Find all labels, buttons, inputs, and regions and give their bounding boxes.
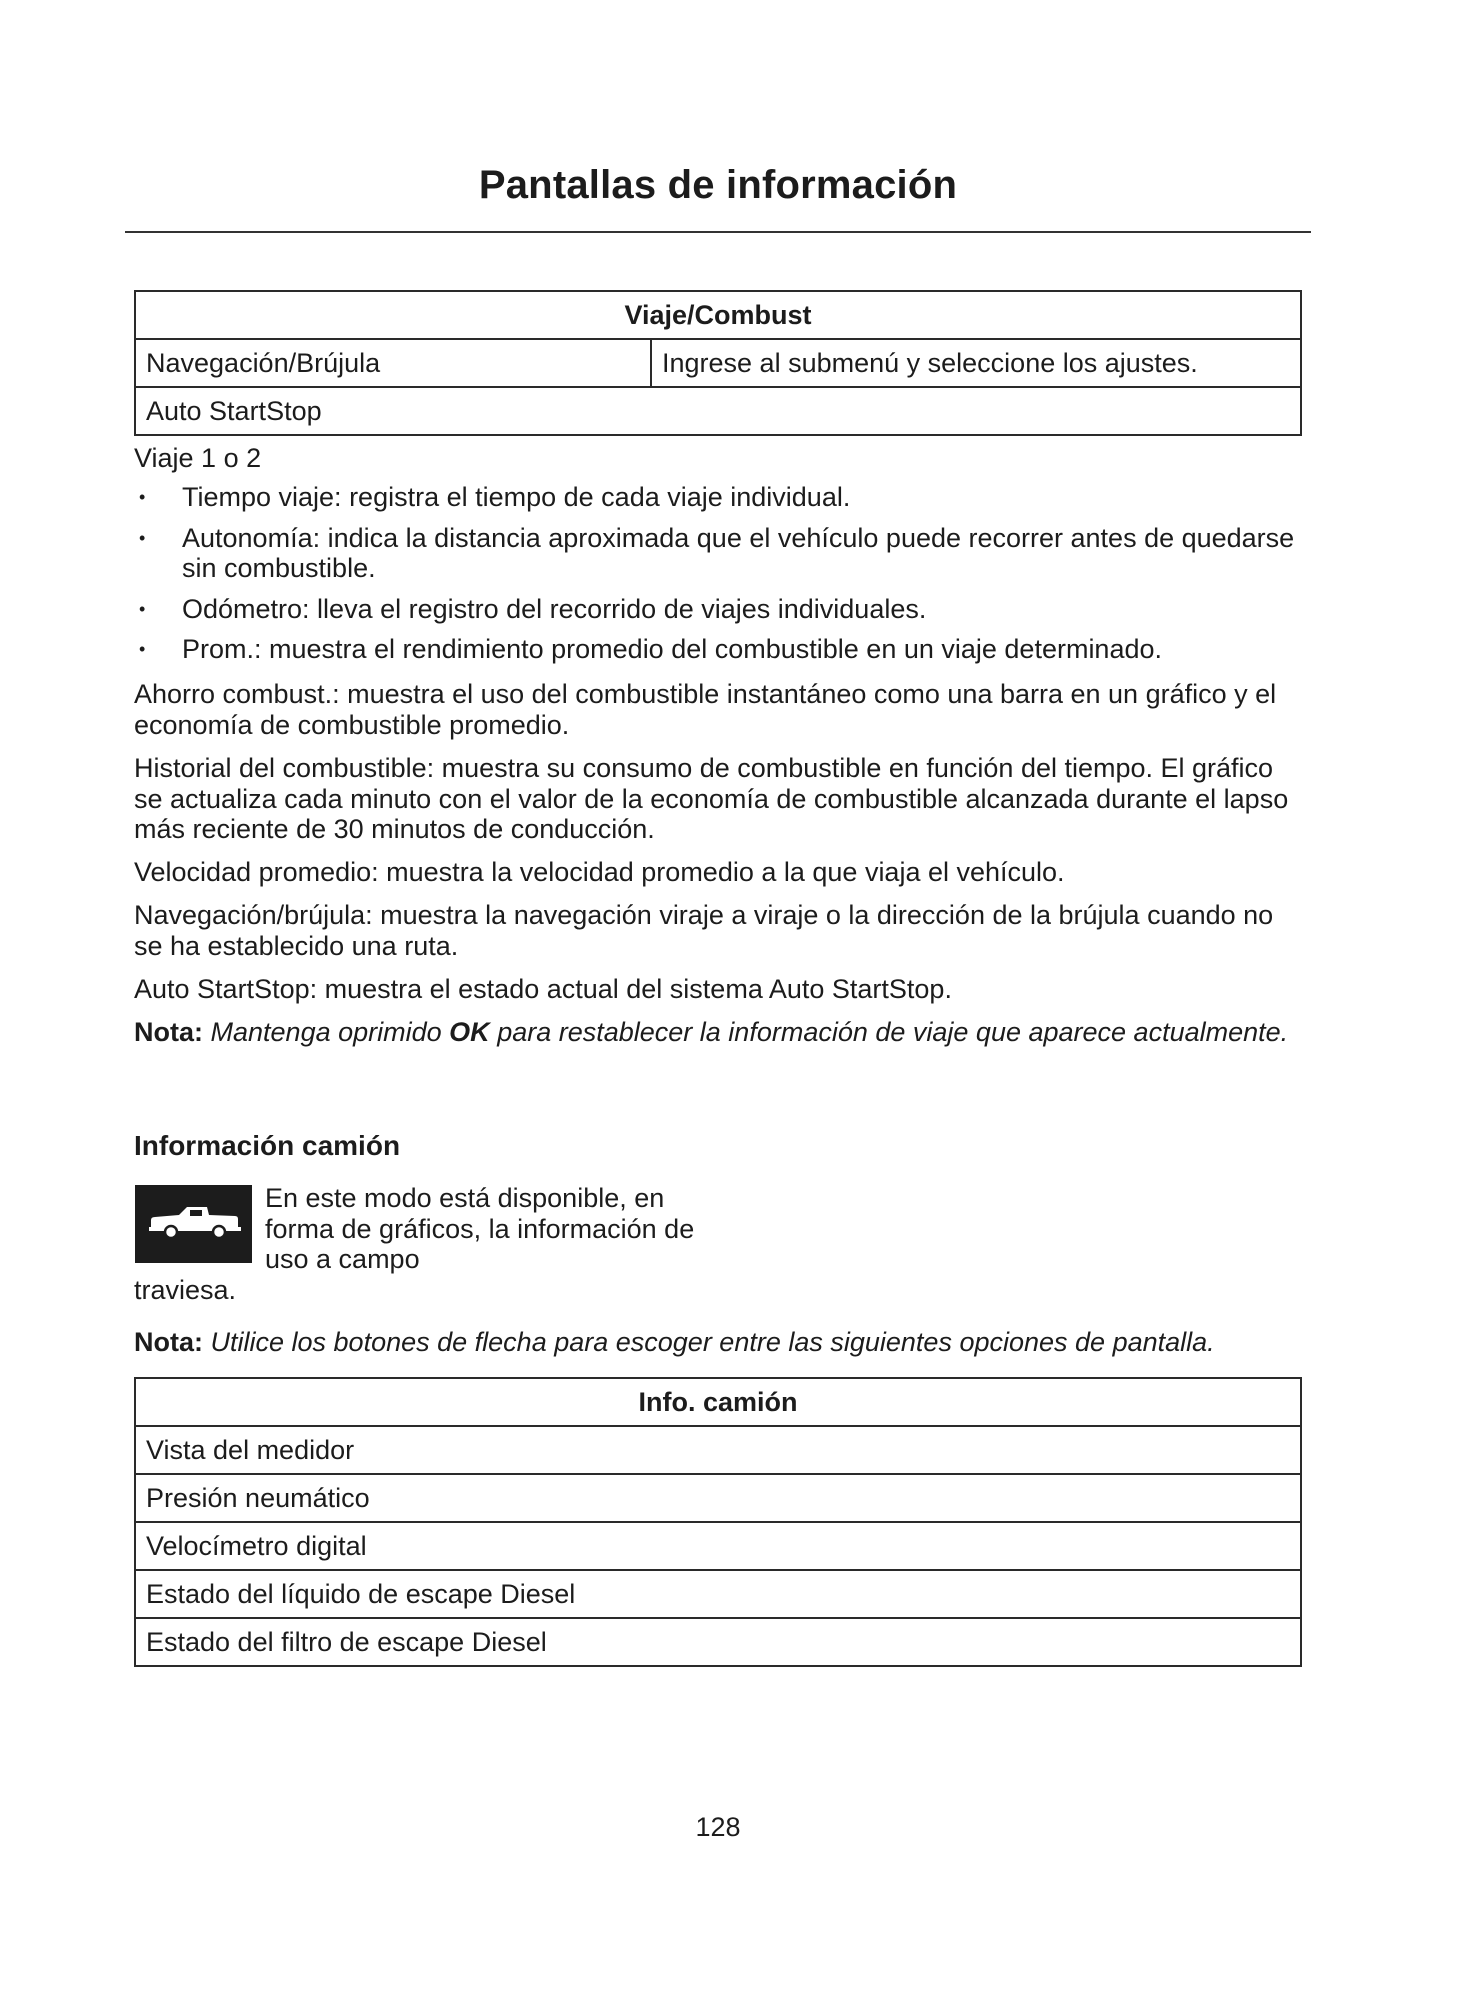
paragraph-ahorro: Ahorro combust.: muestra el uso del combustible instantáneo como una barra en un gráfico y el economía de combustible promedio. (134, 679, 1277, 740)
table-header: Viaje/Combust (135, 291, 1301, 339)
page-title: Pantallas de información (478, 163, 958, 207)
table-row (135, 339, 1301, 387)
viaje-combust-table (134, 290, 1302, 436)
viaje-intro: Viaje 1 o 2 (134, 443, 262, 473)
table-header-row (135, 291, 1301, 339)
note-text: Utilice los botones de flecha para escoger entre las siguientes opciones de pantalla. (210, 1327, 1215, 1357)
ok-key-label: OK (449, 1017, 490, 1047)
note-reset-trip (134, 1017, 1309, 1048)
viaje-bullet-list (134, 482, 1309, 675)
camion-description: En este modo está disponible, en forma de gráficos, la información de uso a campo (265, 1183, 695, 1274)
paragraph-historial: Historial del combustible: muestra su consumo de combustible en función del tiempo. El gráfico se actualiza cada minuto con el valor de la economía de combustible alcanzada durante el lapso más reciente de 30 minutos de conducción. (134, 753, 1289, 844)
table-header-row (135, 1378, 1301, 1426)
page-number: 128 (695, 1812, 741, 1842)
note-label: Nota: (134, 1327, 203, 1357)
note-arrow-buttons (134, 1327, 1309, 1358)
table-cell: Velocímetro digital (135, 1522, 1301, 1570)
table-cell: Navegación/Brújula (135, 339, 651, 387)
table-cell: Auto StartStop (135, 387, 1301, 435)
note-text: Mantenga oprimido (210, 1017, 442, 1047)
paragraph-navegacion: Navegación/brújula: muestra la navegación viraje a viraje o la dirección de la brújula cuando no se ha establecido una ruta. (134, 900, 1274, 961)
info-camion-table (134, 1377, 1302, 1667)
table-cell: Ingrese al submenú y seleccione los ajustes. (651, 339, 1301, 387)
table-row (135, 1570, 1301, 1618)
note-label: Nota: (134, 1017, 203, 1047)
paragraph-velocidad: Velocidad promedio: muestra la velocidad promedio a la que viaja el vehículo. (134, 857, 1065, 887)
list-item: • Tiempo viaje: registra el tiempo de cada viaje individual. (134, 482, 1309, 513)
list-item: • Odómetro: lleva el registro del recorrido de viajes individuales. (134, 594, 1309, 625)
note-text: para restablecer la información de viaje que aparece actualmente. (497, 1017, 1289, 1047)
table-cell: Vista del medidor (135, 1426, 1301, 1474)
paragraph-startstop: Auto StartStop: muestra el estado actual del sistema Auto StartStop. (134, 974, 952, 1004)
table-header: Info. camión (135, 1378, 1301, 1426)
camion-description-tail: traviesa. (134, 1275, 237, 1305)
table-cell: Presión neumático (135, 1474, 1301, 1522)
table-row (135, 387, 1301, 435)
table-row (135, 1474, 1301, 1522)
section-heading: Información camión (134, 1130, 401, 1161)
pickup-truck-icon (135, 1185, 252, 1263)
list-item: • Prom.: muestra el rendimiento promedio del combustible en un viaje determinado. (134, 634, 1309, 665)
table-row (135, 1522, 1301, 1570)
table-row (135, 1426, 1301, 1474)
table-row (135, 1618, 1301, 1666)
title-divider (125, 231, 1311, 233)
table-cell: Estado del filtro de escape Diesel (135, 1618, 1301, 1666)
table-cell: Estado del líquido de escape Diesel (135, 1570, 1301, 1618)
list-item: • Autonomía: indica la distancia aproximada que el vehículo puede recorrer antes de quedarse sin combustible. (134, 523, 1309, 584)
